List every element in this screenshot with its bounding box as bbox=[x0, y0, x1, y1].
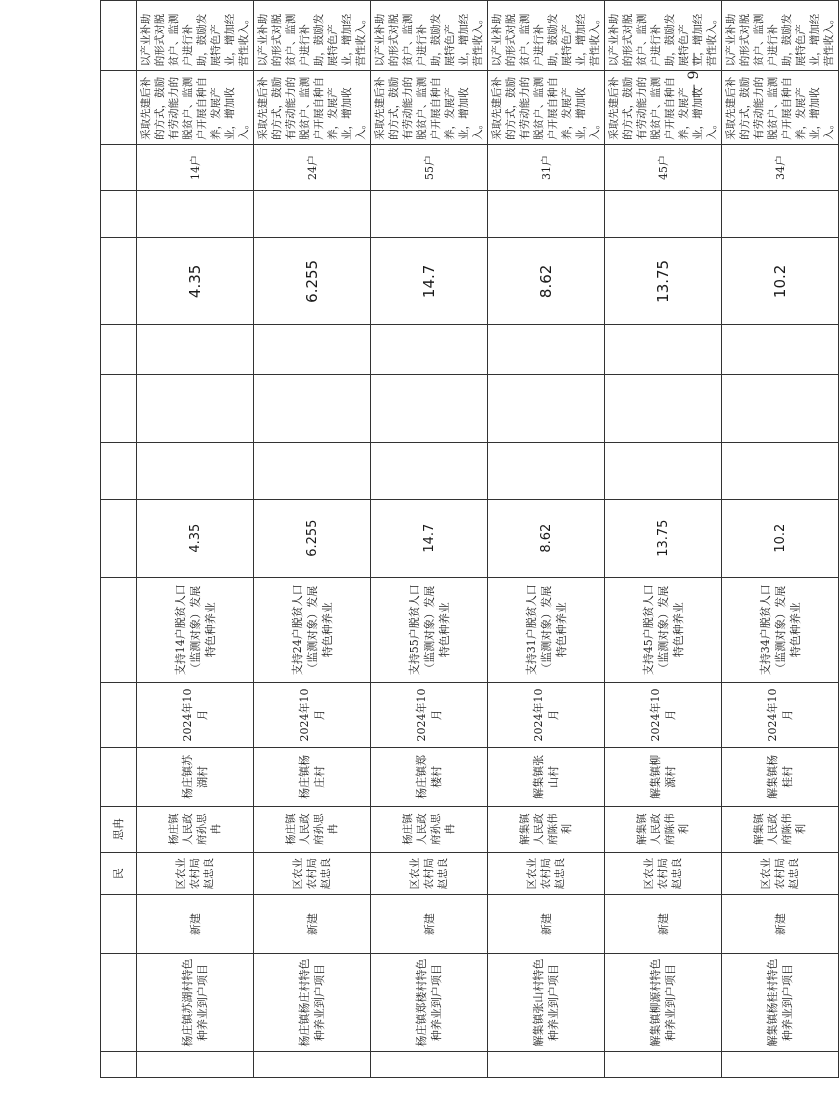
cell-fund: 8.62 bbox=[488, 238, 605, 325]
cell-empty bbox=[488, 191, 605, 238]
cell-location: 解集镇杨桂村 bbox=[722, 748, 839, 806]
cell-result: 以产业补助的形式对脱贫户、监测户进行补助，鼓励发展特色产业，增加经营性收入。 bbox=[137, 1, 254, 71]
cell-blank bbox=[605, 1052, 722, 1078]
cell-blank bbox=[101, 953, 137, 1052]
cell-type: 新建 bbox=[488, 895, 605, 953]
cell-unit: 杨庄镇人民政府孙思冉 bbox=[254, 806, 371, 852]
cell-empty bbox=[254, 375, 371, 442]
cell-location: 解集镇张山村 bbox=[488, 748, 605, 806]
cell-blank bbox=[101, 191, 137, 238]
cell-total: 4.35 bbox=[137, 499, 254, 577]
cell-mechanism: 采取先建后补的方式，鼓励有劳动能力的脱贫户、监测户开展自种自养，发展产业，增加收入。 bbox=[137, 71, 254, 145]
cell-empty bbox=[137, 325, 254, 375]
cell-blank bbox=[101, 375, 137, 442]
cell-project-name: 杨庄镇郑楼村特色种养业到户项目 bbox=[371, 953, 488, 1052]
cell-empty bbox=[605, 191, 722, 238]
table-row bbox=[254, 1, 371, 1078]
cell-type: 新建 bbox=[371, 895, 488, 953]
cell-beneficiaries: 24户 bbox=[254, 144, 371, 190]
cell-location: 杨庄镇杨庄村 bbox=[254, 748, 371, 806]
cell-total: 14.7 bbox=[371, 499, 488, 577]
cell-fund: 10.2 bbox=[722, 238, 839, 325]
cell-dept: 区农业农村局赵忠良 bbox=[371, 852, 488, 895]
cell-empty bbox=[254, 442, 371, 499]
cell-mechanism: 采取先建后补的方式，鼓励有劳动能力的脱贫户、监测户开展自种自养，发展产业，增加收入。 bbox=[488, 71, 605, 145]
cell-blank bbox=[254, 1052, 371, 1078]
cell-blank bbox=[101, 499, 137, 577]
cell-blank bbox=[101, 442, 137, 499]
cell-beneficiaries: 31户 bbox=[488, 144, 605, 190]
cell-blank bbox=[101, 144, 137, 190]
table-row bbox=[722, 1, 839, 1078]
cell-blank bbox=[137, 1052, 254, 1078]
cell-result: 以产业补助的形式对脱贫户、监测户进行补助，鼓励发展特色产业，增加经营性收入。 bbox=[722, 1, 839, 71]
cell-fund: 6.255 bbox=[254, 238, 371, 325]
cell-fund: 4.35 bbox=[137, 238, 254, 325]
cell-empty bbox=[488, 375, 605, 442]
cell-blank bbox=[101, 325, 137, 375]
cell-type: 新建 bbox=[722, 895, 839, 953]
cell-empty bbox=[137, 375, 254, 442]
cell-empty bbox=[488, 325, 605, 375]
cell-unit: 解集镇人民政府陈伟利 bbox=[722, 806, 839, 852]
cell-project-name: 解集镇杨桂村特色种养业到户项目 bbox=[722, 953, 839, 1052]
cell-result: 以产业补助的形式对脱贫户、监测户进行补助，鼓励发展特色产业，增加经营性收入。 bbox=[371, 1, 488, 71]
cell-project-name: 解集镇张山村特色种养业到户项目 bbox=[488, 953, 605, 1052]
cell-blank bbox=[722, 1052, 839, 1078]
cell-empty bbox=[605, 442, 722, 499]
cell-location: 杨庄镇苏湖村 bbox=[137, 748, 254, 806]
cell-location: 杨庄镇郑楼村 bbox=[371, 748, 488, 806]
cell-blank bbox=[101, 1052, 137, 1078]
cell-project-name: 解集镇柳源村特色种养业到户项目 bbox=[605, 953, 722, 1052]
cell-empty bbox=[371, 375, 488, 442]
table-row bbox=[605, 1, 722, 1078]
cell-empty bbox=[254, 191, 371, 238]
project-table bbox=[100, 0, 839, 1078]
cell-result: 以产业补助的形式对脱贫户、监测户进行补助，鼓励发展特色产业，增加经营性收入。 bbox=[605, 1, 722, 71]
cell-beneficiaries: 45户 bbox=[605, 144, 722, 190]
cell-content: 支持31户脱贫人口（监测对象）发展特色种养业 bbox=[488, 577, 605, 682]
cell-partial-dept: 民 bbox=[101, 852, 137, 895]
cell-blank bbox=[101, 577, 137, 682]
cell-mechanism: 采取先建后补的方式，鼓励有劳动能力的脱贫户、监测户开展自种自养，发展产业，增加收入。 bbox=[254, 71, 371, 145]
cell-partial-unit: 思冉 bbox=[101, 806, 137, 852]
cell-time: 2024年10月 bbox=[488, 682, 605, 747]
cell-unit: 杨庄镇人民政府孙思冉 bbox=[137, 806, 254, 852]
cell-unit: 解集镇人民政府陈伟利 bbox=[605, 806, 722, 852]
cell-blank bbox=[101, 71, 137, 145]
cell-unit: 杨庄镇人民政府孙思冉 bbox=[371, 806, 488, 852]
cell-empty bbox=[137, 442, 254, 499]
cell-result: 以产业补助的形式对脱贫户、监测户进行补助，鼓励发展特色产业，增加经营性收入。 bbox=[488, 1, 605, 71]
partial-top-row bbox=[101, 1, 137, 1078]
cell-unit: 解集镇人民政府陈伟利 bbox=[488, 806, 605, 852]
cell-beneficiaries: 55户 bbox=[371, 144, 488, 190]
cell-mechanism: 采取先建后补的方式，鼓励有劳动能力的脱贫户、监测户开展自种自养，发展产业，增加收入。 bbox=[722, 71, 839, 145]
cell-blank bbox=[101, 895, 137, 953]
cell-empty bbox=[137, 191, 254, 238]
cell-dept: 区农业农村局赵忠良 bbox=[605, 852, 722, 895]
cell-dept: 区农业农村局赵忠良 bbox=[254, 852, 371, 895]
cell-result: 以产业补助的形式对脱贫户、监测户进行补助，鼓励发展特色产业，增加经营性收入。 bbox=[254, 1, 371, 71]
table-row bbox=[371, 1, 488, 1078]
cell-content: 支持14户脱贫人口（监测对象）发展特色种养业 bbox=[137, 577, 254, 682]
cell-location: 解集镇柳源村 bbox=[605, 748, 722, 806]
cell-content: 支持55户脱贫人口（监测对象）发展特色种养业 bbox=[371, 577, 488, 682]
cell-time: 2024年10月 bbox=[371, 682, 488, 747]
cell-content: 支持34户脱贫人口（监测对象）发展特色种养业 bbox=[722, 577, 839, 682]
cell-content: 支持45户脱贫人口（监测对象）发展特色种养业 bbox=[605, 577, 722, 682]
cell-fund: 13.75 bbox=[605, 238, 722, 325]
cell-empty bbox=[605, 375, 722, 442]
page-number: — 9 — bbox=[686, 52, 702, 98]
cell-fund: 14.7 bbox=[371, 238, 488, 325]
cell-empty bbox=[722, 191, 839, 238]
cell-empty bbox=[371, 325, 488, 375]
cell-dept: 区农业农村局赵忠良 bbox=[488, 852, 605, 895]
cell-blank bbox=[101, 1, 137, 71]
cell-empty bbox=[254, 325, 371, 375]
cell-time: 2024年10月 bbox=[605, 682, 722, 747]
cell-empty bbox=[722, 442, 839, 499]
cell-empty bbox=[488, 442, 605, 499]
cell-time: 2024年10月 bbox=[722, 682, 839, 747]
cell-project-name: 杨庄镇苏湖村特色种养业到户项目 bbox=[137, 953, 254, 1052]
cell-total: 8.62 bbox=[488, 499, 605, 577]
cell-blank bbox=[101, 682, 137, 747]
table-row bbox=[137, 1, 254, 1078]
cell-time: 2024年10月 bbox=[137, 682, 254, 747]
cell-dept: 区农业农村局赵忠良 bbox=[722, 852, 839, 895]
cell-empty bbox=[605, 325, 722, 375]
cell-type: 新建 bbox=[254, 895, 371, 953]
cell-type: 新建 bbox=[137, 895, 254, 953]
cell-dept: 区农业农村局赵忠良 bbox=[137, 852, 254, 895]
cell-total: 13.75 bbox=[605, 499, 722, 577]
cell-type: 新建 bbox=[605, 895, 722, 953]
cell-content: 支持24户脱贫人口（监测对象）发展特色种养业 bbox=[254, 577, 371, 682]
cell-total: 6.255 bbox=[254, 499, 371, 577]
cell-empty bbox=[722, 325, 839, 375]
cell-blank bbox=[488, 1052, 605, 1078]
cell-beneficiaries: 14户 bbox=[137, 144, 254, 190]
cell-project-name: 杨庄镇杨庄村特色种养业到户项目 bbox=[254, 953, 371, 1052]
cell-blank bbox=[371, 1052, 488, 1078]
table-row bbox=[488, 1, 605, 1078]
cell-blank bbox=[101, 238, 137, 325]
cell-time: 2024年10月 bbox=[254, 682, 371, 747]
cell-empty bbox=[371, 191, 488, 238]
cell-blank bbox=[101, 748, 137, 806]
cell-empty bbox=[722, 375, 839, 442]
cell-beneficiaries: 34户 bbox=[722, 144, 839, 190]
cell-mechanism: 采取先建后补的方式，鼓励有劳动能力的脱贫户、监测户开展自种自养，发展产业，增加收入。 bbox=[371, 71, 488, 145]
cell-mechanism: 采取先建后补的方式，鼓励有劳动能力的脱贫户、监测户开展自种自养，发展产业，增加收入。 bbox=[605, 71, 722, 145]
cell-empty bbox=[371, 442, 488, 499]
cell-total: 10.2 bbox=[722, 499, 839, 577]
